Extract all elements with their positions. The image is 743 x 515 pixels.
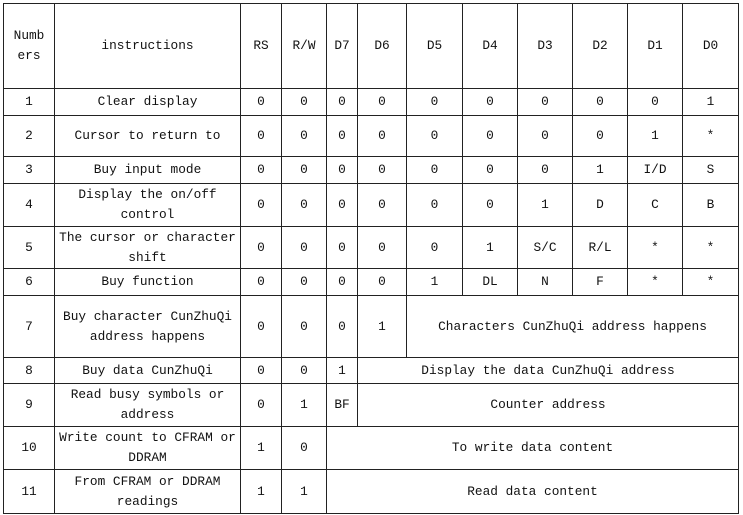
cell-instruction: Clear display [55, 89, 241, 116]
cell-number: 1 [4, 89, 55, 116]
header-d7: D7 [327, 4, 358, 89]
cell-instruction: The cursor or character shift [55, 227, 241, 269]
cell-d7: 0 [327, 296, 358, 358]
cell-d5: 0 [407, 184, 463, 227]
cell-rw: 0 [282, 358, 327, 384]
header-d1: D1 [628, 4, 683, 89]
cell-rw: 0 [282, 184, 327, 227]
cell-d7: 0 [327, 184, 358, 227]
header-numbers [4, 4, 55, 89]
table-row [4, 116, 739, 157]
cell-rs: 1 [241, 470, 282, 514]
cell-instruction: Write count to CFRAM or DDRAM [55, 427, 241, 470]
cell-rw: 0 [282, 227, 327, 269]
cell-d7: 0 [327, 157, 358, 184]
cell-d0: * [683, 116, 739, 157]
table-row [4, 296, 739, 358]
header-d6: D6 [358, 4, 407, 89]
cell-d6-d0: Counter address [358, 384, 739, 427]
cell-rw: 0 [282, 427, 327, 470]
cell-number: 8 [4, 358, 55, 384]
table-row [4, 157, 739, 184]
cell-d0: 1 [683, 89, 739, 116]
table-row [4, 358, 739, 384]
cell-rw: 1 [282, 384, 327, 427]
table-row [4, 427, 739, 470]
cell-d4: 0 [463, 157, 518, 184]
cell-rs: 0 [241, 358, 282, 384]
cell-instruction: From CFRAM or DDRAM readings [55, 470, 241, 514]
cell-number: 11 [4, 470, 55, 514]
cell-rs: 0 [241, 116, 282, 157]
cell-number: 3 [4, 157, 55, 184]
cell-instruction: Cursor to return to [55, 116, 241, 157]
cell-rs: 0 [241, 184, 282, 227]
cell-instruction: Display the on/off control [55, 184, 241, 227]
cell-d2: D [573, 184, 628, 227]
header-rw: R/W [282, 4, 327, 89]
cell-rw: 1 [282, 470, 327, 514]
cell-d1: C [628, 184, 683, 227]
header-row [4, 4, 739, 89]
cell-instruction: Read busy symbols or address [55, 384, 241, 427]
cell-instruction: Buy input mode [55, 157, 241, 184]
cell-d0: B [683, 184, 739, 227]
cell-d0: S [683, 157, 739, 184]
header-rs: RS [241, 4, 282, 89]
cell-d5: 0 [407, 227, 463, 269]
header-d0: D0 [683, 4, 739, 89]
cell-d5: 0 [407, 116, 463, 157]
cell-instruction: Buy function [55, 269, 241, 296]
cell-d6: 1 [358, 296, 407, 358]
cell-d7: 0 [327, 269, 358, 296]
cell-d5: 0 [407, 157, 463, 184]
cell-number: 7 [4, 296, 55, 358]
cell-rw: 0 [282, 296, 327, 358]
cell-d6: 0 [358, 89, 407, 116]
header-d5: D5 [407, 4, 463, 89]
cell-d1: * [628, 269, 683, 296]
cell-d3: S/C [518, 227, 573, 269]
cell-d3: 0 [518, 157, 573, 184]
cell-d6: 0 [358, 157, 407, 184]
cell-rw: 0 [282, 89, 327, 116]
cell-d7: BF [327, 384, 358, 427]
cell-d2: 0 [573, 89, 628, 116]
table-row [4, 184, 739, 227]
cell-rs: 0 [241, 89, 282, 116]
header-d2: D2 [573, 4, 628, 89]
cell-d1: 1 [628, 116, 683, 157]
cell-rw: 0 [282, 157, 327, 184]
cell-d6: 0 [358, 184, 407, 227]
header-instructions: instructions [55, 4, 241, 89]
cell-d3: 1 [518, 184, 573, 227]
cell-number: 9 [4, 384, 55, 427]
cell-d2: 0 [573, 116, 628, 157]
cell-rs: 0 [241, 384, 282, 427]
cell-number: 2 [4, 116, 55, 157]
table-row [4, 384, 739, 427]
cell-number: 5 [4, 227, 55, 269]
cell-rs: 0 [241, 269, 282, 296]
cell-d5-d0: Characters CunZhuQi address happens [407, 296, 739, 358]
cell-rw: 0 [282, 269, 327, 296]
cell-d5: 1 [407, 269, 463, 296]
cell-number: 4 [4, 184, 55, 227]
header-d3: D3 [518, 4, 573, 89]
cell-rs: 0 [241, 157, 282, 184]
instruction-table [3, 3, 739, 514]
cell-d1: * [628, 227, 683, 269]
cell-instruction: Buy data CunZhuQi [55, 358, 241, 384]
cell-d1: 0 [628, 89, 683, 116]
cell-number: 10 [4, 427, 55, 470]
cell-d4: 0 [463, 116, 518, 157]
cell-d7: 0 [327, 227, 358, 269]
cell-rs: 0 [241, 296, 282, 358]
table-row [4, 269, 739, 296]
cell-d3: N [518, 269, 573, 296]
cell-d4: 0 [463, 89, 518, 116]
cell-d2: 1 [573, 157, 628, 184]
cell-d7: 0 [327, 89, 358, 116]
cell-instruction: Buy character CunZhuQi address happens [55, 296, 241, 358]
cell-d6: 0 [358, 269, 407, 296]
table-row [4, 227, 739, 269]
cell-rw: 0 [282, 116, 327, 157]
cell-d4: 0 [463, 184, 518, 227]
cell-rs: 0 [241, 227, 282, 269]
header-d4: D4 [463, 4, 518, 89]
table-row [4, 89, 739, 116]
cell-d6: 0 [358, 227, 407, 269]
cell-number: 6 [4, 269, 55, 296]
cell-d2: F [573, 269, 628, 296]
cell-d5: 0 [407, 89, 463, 116]
cell-d3: 0 [518, 116, 573, 157]
cell-d3: 0 [518, 89, 573, 116]
cell-d4: 1 [463, 227, 518, 269]
cell-rs: 1 [241, 427, 282, 470]
table-row [4, 470, 739, 514]
cell-d2: R/L [573, 227, 628, 269]
cell-d7: 0 [327, 116, 358, 157]
cell-d7: 1 [327, 358, 358, 384]
header-numbers-label: Numbers [13, 28, 45, 63]
cell-d0: * [683, 269, 739, 296]
cell-d1: I/D [628, 157, 683, 184]
cell-d4: DL [463, 269, 518, 296]
cell-d7-d0: Read data content [327, 470, 739, 514]
cell-d0: * [683, 227, 739, 269]
cell-d7-d0: To write data content [327, 427, 739, 470]
cell-d6: 0 [358, 116, 407, 157]
cell-d6-d0: Display the data CunZhuQi address [358, 358, 739, 384]
